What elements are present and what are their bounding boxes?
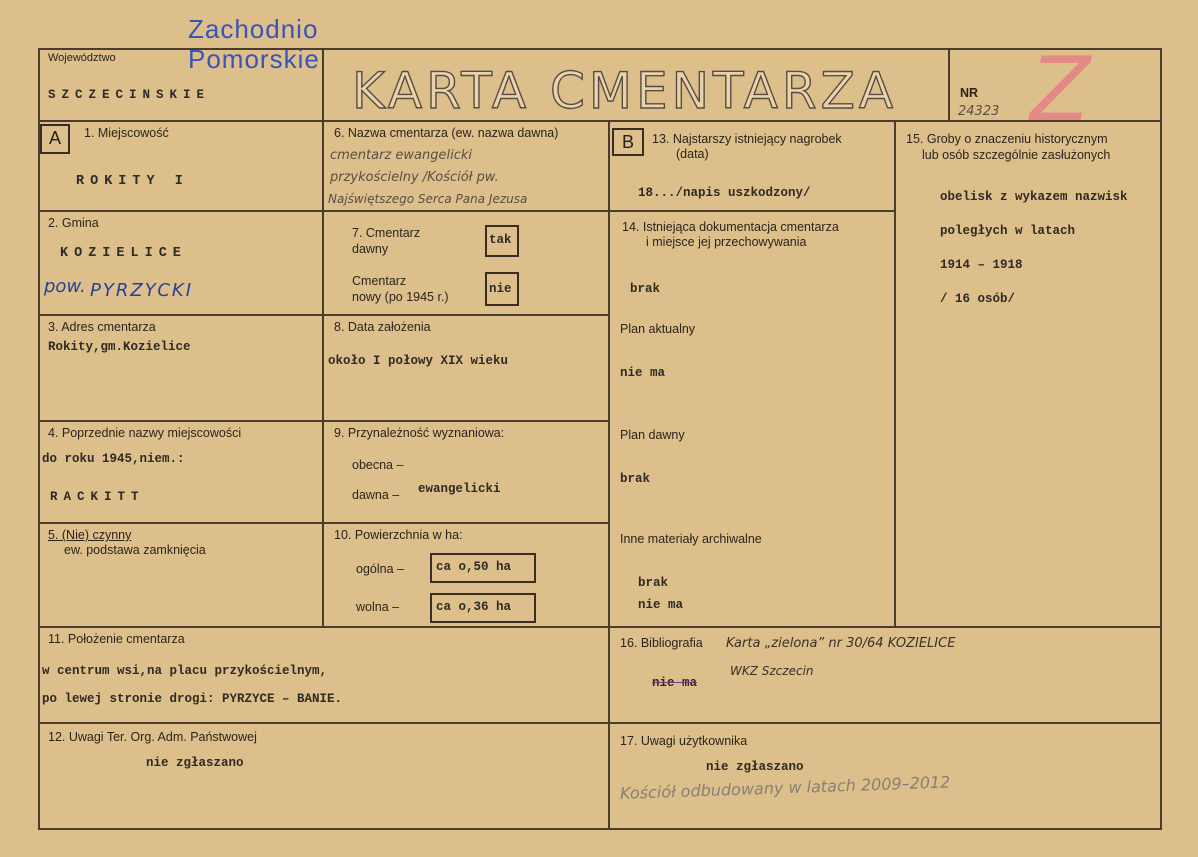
powiat-value: PYRZYCKI — [90, 280, 194, 301]
nr-label: NR — [960, 86, 979, 100]
plan-aktualny-label: Plan aktualny — [620, 322, 696, 336]
uwagi-ter-label: 12. Uwagi Ter. Org. Adm. Państwowej — [48, 730, 257, 744]
bibliografia-label: 16. Bibliografia — [620, 636, 703, 650]
cmentarz-dawny-label-2: dawny — [352, 242, 389, 256]
divider — [894, 120, 896, 626]
uwagi-uzytkownika-label: 17. Uwagi użytkownika — [620, 734, 748, 748]
bibliografia-hand-1: Karta „zielona” nr 30/64 KOZIELICE — [726, 636, 956, 651]
cmentarz-dawny-label-1: 7. Cmentarz — [352, 226, 421, 240]
divider — [608, 120, 610, 830]
bibliografia-struck: nie ma — [652, 676, 698, 690]
red-mark: Z — [1030, 38, 1091, 141]
wyznanie-dawna-label: dawna – — [352, 488, 400, 502]
inne-materialy-value-1: brak — [638, 576, 669, 590]
dokumentacja-value: brak — [630, 282, 661, 296]
polozenie-value-2: po lewej stronie drogi: PYRZYCE – BANIE. — [42, 692, 343, 706]
uwagi-uzytkownika-value: nie zgłaszano — [706, 760, 804, 774]
powiat-prefix: pow. — [44, 276, 86, 297]
divider — [948, 48, 950, 120]
plan-dawny-label: Plan dawny — [620, 428, 685, 442]
czynny-label: 5. (Nie) czynny — [48, 528, 132, 542]
wojewodztwo-value: SZCZECINSKIE — [48, 88, 211, 102]
stamp-line-1: Zachodnio — [188, 14, 319, 44]
wojewodztwo-label: Województwo — [48, 52, 116, 64]
poprzednie-nazwy-label: 4. Poprzednie nazwy miejscowości — [48, 426, 242, 440]
powierzchnia-ogolna-label: ogólna – — [356, 562, 404, 576]
groby-historyczne-label-1: 15. Groby o znaczeniu historycznym — [906, 132, 1108, 146]
nazwa-cmentarza-hand-2: przykościelny /Kościół pw. — [330, 170, 499, 185]
nazwa-cmentarza-label: 6. Nazwa cmentarza (ew. nazwa dawna) — [334, 126, 559, 140]
polozenie-label: 11. Położenie cmentarza — [48, 632, 185, 646]
plan-dawny-value: brak — [620, 472, 651, 486]
divider — [38, 120, 1162, 122]
groby-historyczne-value-2: poległych w latach — [940, 224, 1076, 238]
inne-materialy-label: Inne materiały archiwalne — [620, 532, 762, 546]
adres-label: 3. Adres cmentarza — [48, 320, 156, 334]
cmentarz-nowy-label-1: Cmentarz — [352, 274, 407, 288]
gmina-label: 2. Gmina — [48, 216, 99, 230]
powierzchnia-wolna-label: wolna – — [356, 600, 400, 614]
poprzednie-nazwy-value-2: RACKITT — [50, 490, 145, 504]
inne-materialy-value-2: nie ma — [638, 598, 684, 612]
groby-historyczne-value-4: / 16 osób/ — [940, 292, 1016, 306]
powierzchnia-wolna-value: ca o,36 ha — [436, 600, 512, 614]
groby-historyczne-value-1: obelisk z wykazem nazwisk — [940, 190, 1128, 204]
bibliografia-hand-2: WKZ Szczecin — [730, 664, 814, 678]
poprzednie-nazwy-value-1: do roku 1945,niem.: — [42, 452, 185, 466]
stamp-line-2: Pomorskie — [188, 44, 320, 74]
nazwa-cmentarza-hand-3: Najświętszego Serca Pana Jezusa — [328, 192, 528, 206]
plan-aktualny-value: nie ma — [620, 366, 666, 380]
polozenie-value-1: w centrum wsi,na placu przykościelnym, — [42, 664, 328, 678]
miejscowosc-label: 1. Miejscowość — [84, 126, 169, 140]
wyznanie-dawna-value: ewangelicki — [418, 482, 501, 496]
divider — [38, 722, 1162, 724]
wyznanie-obecna-label: obecna – — [352, 458, 404, 472]
cmentarz-nowy-value: nie — [489, 282, 512, 296]
divider — [608, 210, 894, 212]
uwagi-ter-value: nie zgłaszano — [146, 756, 244, 770]
nr-value: 24323 — [958, 104, 1000, 119]
section-b-box: B — [612, 128, 644, 156]
powierzchnia-ogolna-value: ca o,50 ha — [436, 560, 512, 574]
miejscowosc-value: ROKITY I — [76, 174, 189, 189]
page-title: KARTA CMENTARZA — [352, 62, 898, 120]
gmina-value: KOZIELICE — [60, 246, 187, 261]
groby-historyczne-value-3: 1914 – 1918 — [940, 258, 1023, 272]
powierzchnia-label: 10. Powierzchnia w ha: — [334, 528, 463, 542]
divider — [38, 626, 1162, 628]
dokumentacja-label-2: i miejsce jej przechowywania — [646, 235, 807, 249]
data-zalozenia-label: 8. Data założenia — [334, 320, 431, 334]
najstarszy-nagrobek-label-1: 13. Najstarszy istniejący nagrobek — [652, 132, 842, 146]
dokumentacja-label-1: 14. Istniejąca dokumentacja cmentarza — [622, 220, 839, 234]
divider — [322, 48, 324, 626]
data-zalozenia-value: około I połowy XIX wieku — [328, 354, 509, 368]
adres-value: Rokity,gm.Kozielice — [48, 340, 191, 354]
groby-historyczne-label-2: lub osób szczególnie zasłużonych — [922, 148, 1111, 162]
wyznanie-label: 9. Przynależność wyznaniowa: — [334, 426, 505, 440]
uwagi-uzytkownika-hand: Kościół odbudowany w latach 2009–2012 — [619, 772, 951, 803]
cmentarz-nowy-label-2: nowy (po 1945 r.) — [352, 290, 449, 304]
nazwa-cmentarza-hand-1: cmentarz ewangelicki — [330, 148, 473, 163]
czynny-sublabel: ew. podstawa zamknięcia — [64, 543, 206, 557]
cmentarz-dawny-value: tak — [489, 233, 512, 247]
najstarszy-nagrobek-value: 18.../napis uszkodzony/ — [638, 186, 811, 200]
section-a-box: A — [40, 124, 70, 154]
najstarszy-nagrobek-label-2: (data) — [676, 147, 709, 161]
